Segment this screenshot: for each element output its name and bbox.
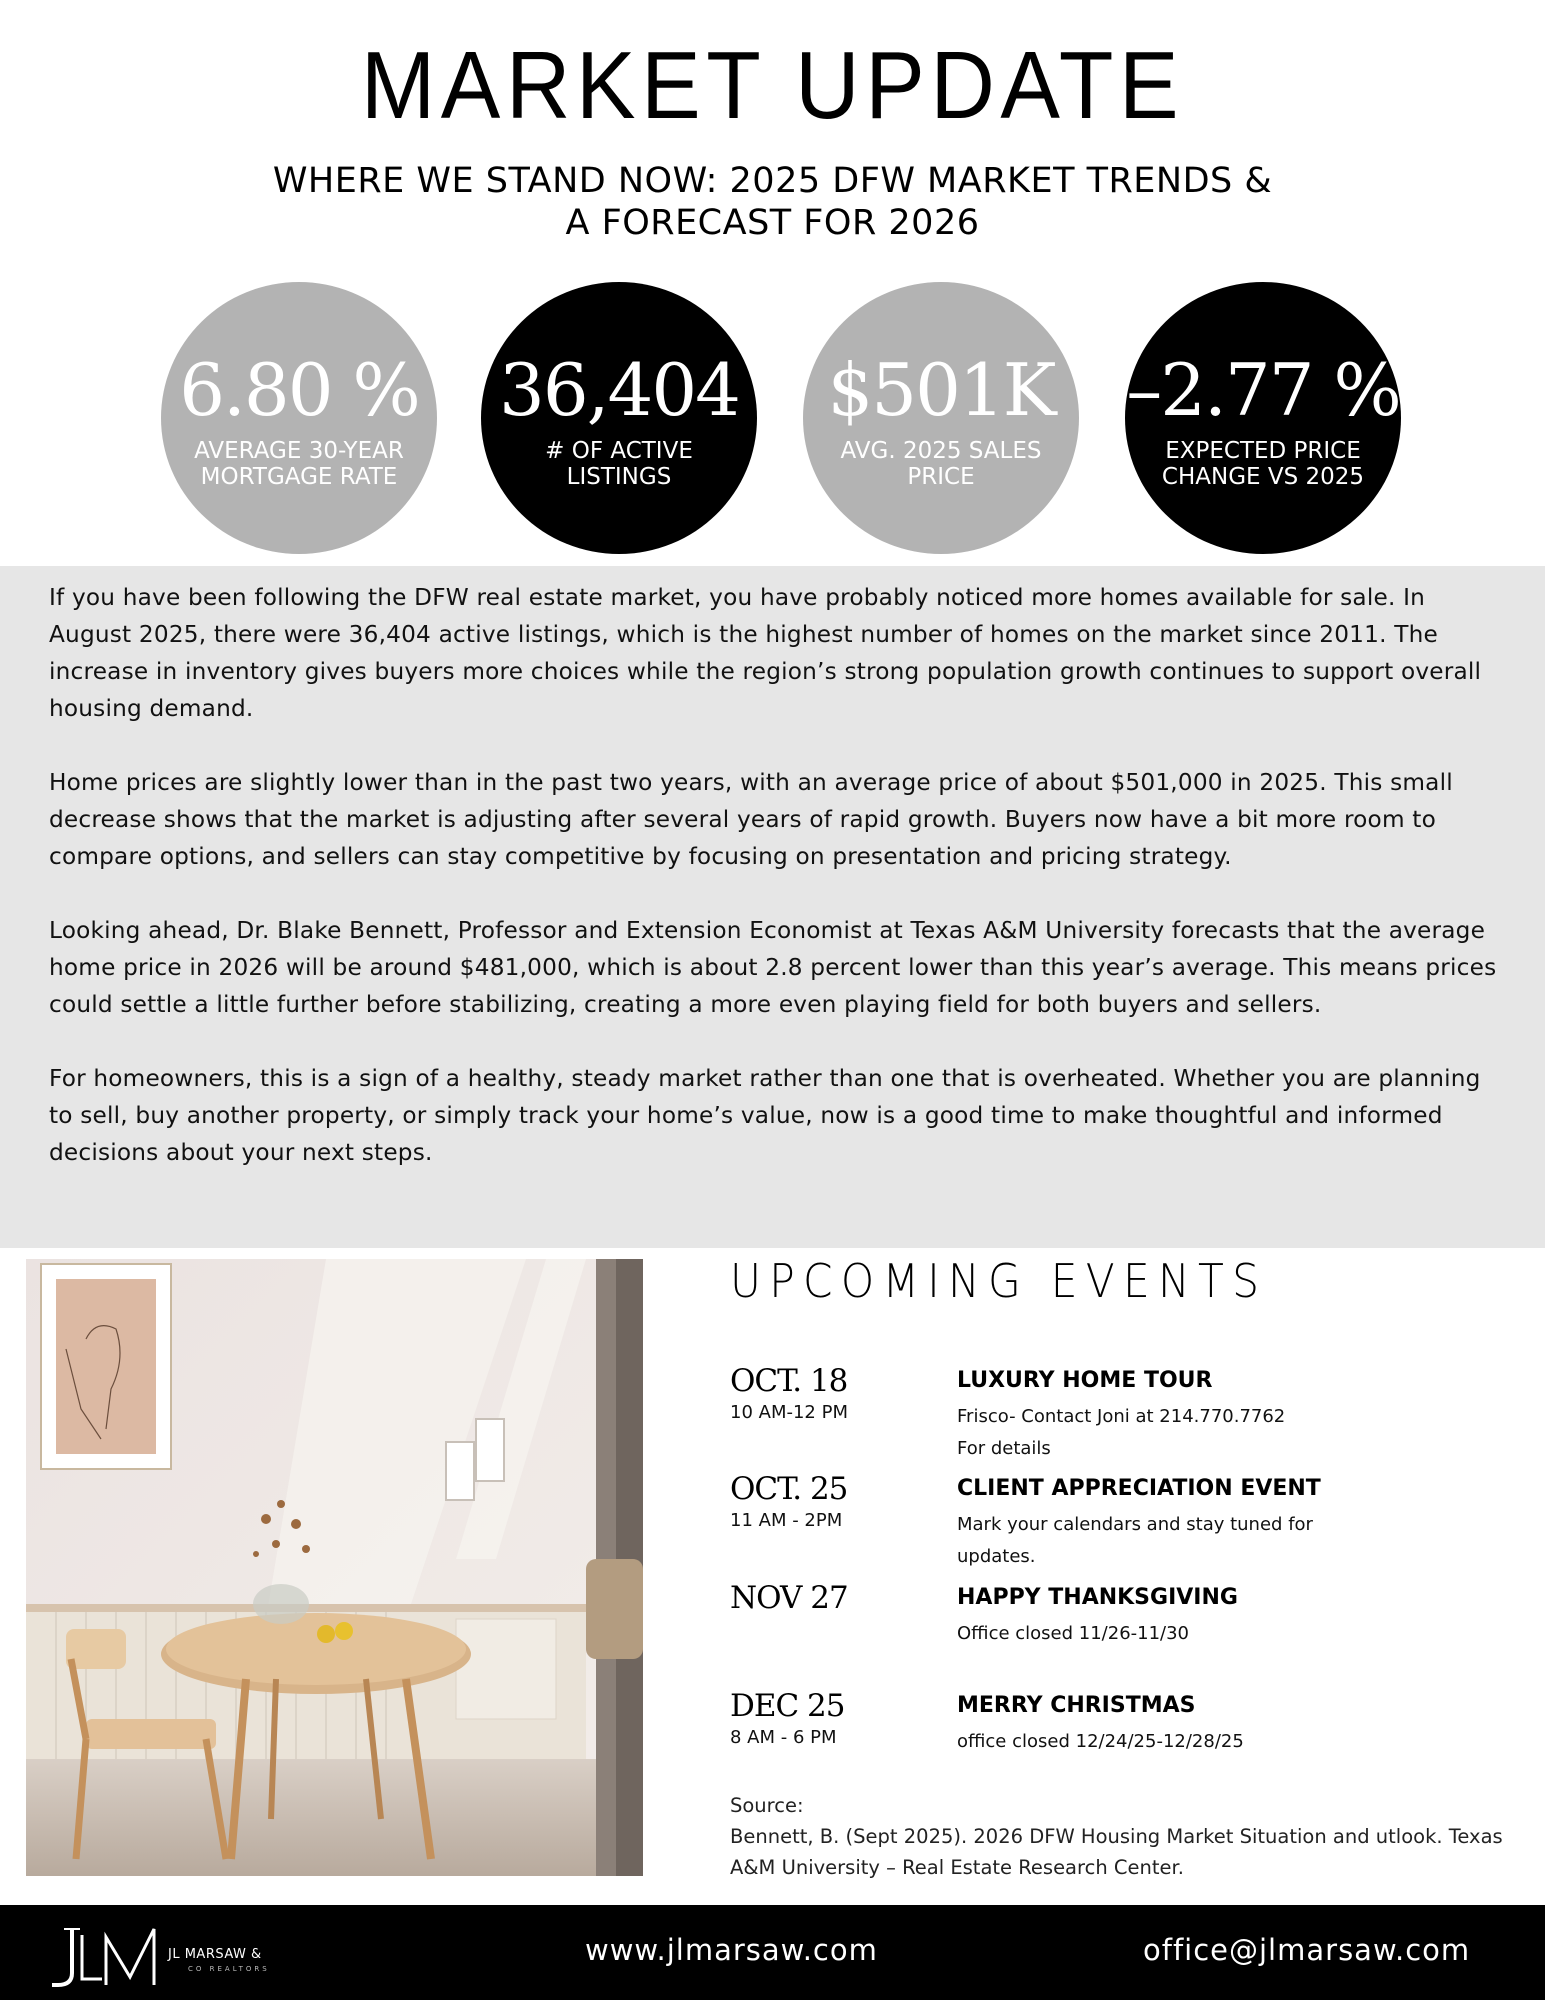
article-paragraph: If you have been following the DFW real estate market, you have probably noticed more homes available for sale. In August 2025, there were 36,404 active listings, which is the highest number of homes on the market since 2011. The increase in inventory gives buyers more choices while the region’s strong population growth continues to support overall housing demand. bbox=[49, 584, 1482, 722]
stat-mortgage-rate bbox=[161, 282, 437, 554]
event-description: office closed 12/24/25-12/28/25 bbox=[957, 1731, 1244, 1752]
event-item bbox=[730, 1580, 1530, 1680]
article-paragraph: Home prices are slightly lower than in the past two years, with an average price of about $501,000 in 2025. This small decrease shows that the market is adjusting after several years of rapid growth. Buyers now have a bit more room to compare options, and sellers can stay competitive by focusing on presentation and pricing strategy. bbox=[49, 769, 1453, 870]
event-date: OCT. 25 bbox=[730, 1471, 848, 1507]
article-body bbox=[0, 566, 1545, 1248]
stat-value: 36,404 bbox=[499, 348, 739, 432]
stat-label bbox=[174, 438, 424, 490]
website-link[interactable]: www.jlmarsaw.com bbox=[585, 1933, 878, 1967]
subtitle-line-2: A FORECAST FOR 2026 bbox=[565, 203, 980, 243]
events-title: UPCOMING EVENTS bbox=[730, 1254, 1268, 1308]
stat-label bbox=[525, 438, 713, 490]
footer bbox=[0, 1905, 1545, 2000]
event-time: 11 AM - 2PM bbox=[730, 1510, 843, 1531]
stat-avg-sales-price bbox=[803, 282, 1079, 554]
event-name: CLIENT APPRECIATION EVENT bbox=[957, 1476, 1321, 1501]
event-item bbox=[730, 1363, 1530, 1463]
event-name: HAPPY THANKSGIVING bbox=[957, 1585, 1238, 1610]
stat-value: $501K bbox=[827, 348, 1055, 432]
logo-tagline: CO REALTORS bbox=[188, 1965, 270, 1973]
event-date: NOV 27 bbox=[730, 1580, 848, 1616]
subtitle-line-1: WHERE WE STAND NOW: 2025 DFW MARKET TRENDS & bbox=[272, 161, 1273, 201]
event-description: Office closed 11/26-11/30 bbox=[957, 1623, 1190, 1644]
article-paragraph: Looking ahead, Dr. Blake Bennett, Professor and Extension Economist at Texas A&M University forecasts that the average home price in 2026 will be around $481,000, which is about 2.8 percent lower than this year’s average. This means prices could settle a little further before stabilizing, creating a more even playing field for both buyers and sellers. bbox=[49, 917, 1497, 1018]
page-title: MARKET UPDATE bbox=[360, 32, 1185, 139]
stat-label-line: AVERAGE 30-YEAR bbox=[194, 438, 404, 464]
event-time: 10 AM-12 PM bbox=[730, 1402, 848, 1423]
dining-room-illustration bbox=[26, 1259, 643, 1876]
event-description: Mark your calendars and stay tuned for updates. bbox=[957, 1514, 1313, 1567]
jlm-logo-icon bbox=[50, 1927, 170, 1989]
stat-label-line: AVG. 2025 SALES bbox=[840, 438, 1042, 464]
event-item bbox=[730, 1471, 1530, 1571]
stat-label-line: LISTINGS bbox=[566, 464, 672, 490]
stat-label bbox=[821, 438, 1062, 490]
event-item bbox=[730, 1688, 1530, 1788]
event-date: DEC 25 bbox=[730, 1688, 845, 1724]
stat-label-line: EXPECTED PRICE bbox=[1165, 438, 1361, 464]
stat-value: –2.77 % bbox=[1126, 348, 1400, 432]
stat-label-line: MORTGAGE RATE bbox=[200, 464, 398, 490]
stat-expected-price-change bbox=[1125, 282, 1401, 554]
event-time: 8 AM - 6 PM bbox=[730, 1727, 837, 1748]
email-link[interactable]: office@jlmarsaw.com bbox=[1143, 1933, 1471, 1967]
stat-label-line: PRICE bbox=[907, 464, 975, 490]
stat-label-line: CHANGE VS 2025 bbox=[1161, 464, 1365, 490]
event-name: LUXURY HOME TOUR bbox=[957, 1368, 1213, 1393]
source-label: Source: bbox=[730, 1794, 804, 1817]
stat-label bbox=[1142, 438, 1384, 490]
page-subtitle bbox=[0, 160, 1545, 244]
stat-value: 6.80 % bbox=[179, 348, 419, 432]
source-citation bbox=[730, 1790, 1530, 1883]
event-name: MERRY CHRISTMAS bbox=[957, 1693, 1196, 1718]
source-text: Bennett, B. (Sept 2025). 2026 DFW Housing Market Situation and utlook. Texas A&M University – Real Estate Research Center. bbox=[730, 1825, 1503, 1879]
company-logo bbox=[50, 1927, 290, 1987]
stat-active-listings bbox=[481, 282, 757, 554]
event-date: OCT. 18 bbox=[730, 1363, 848, 1399]
event-description: Frisco- Contact Joni at 214.770.7762 For details bbox=[957, 1406, 1286, 1459]
logo-name: JL MARSAW & bbox=[168, 1947, 262, 1962]
interior-photo bbox=[26, 1259, 643, 1876]
article-paragraph: For homeowners, this is a sign of a healthy, steady market rather than one that is overheated. Whether you are planning to sell, buy another property, or simply track your home’s value, now is a good time to make thoughtful and informed decisions about your next steps. bbox=[49, 1065, 1481, 1166]
stat-label-line: # OF ACTIVE bbox=[545, 438, 693, 464]
